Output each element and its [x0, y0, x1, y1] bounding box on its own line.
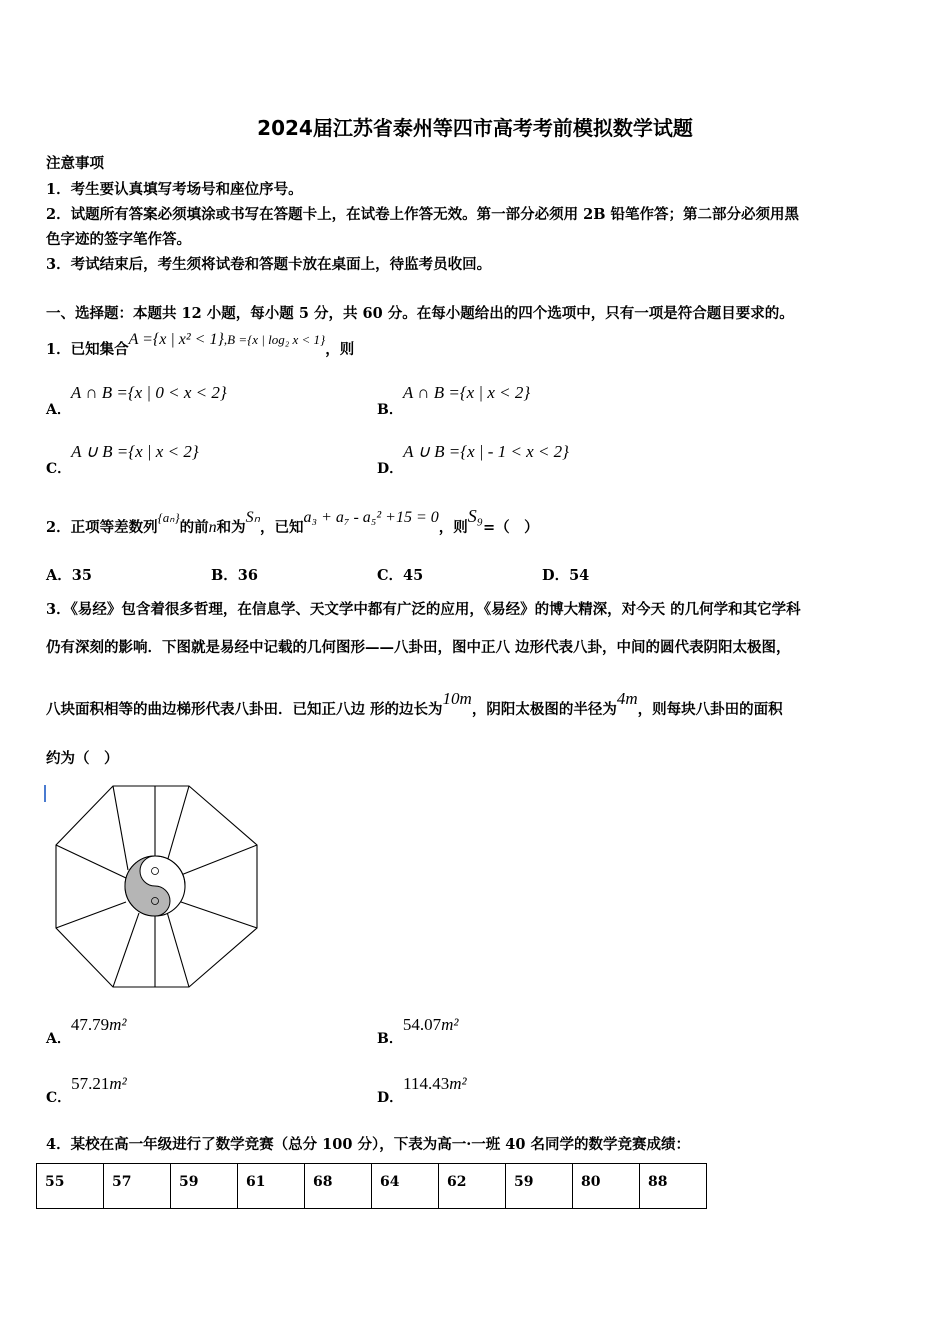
- option-label: B．: [377, 1031, 403, 1047]
- spoke: [167, 786, 189, 862]
- q3-text: 八块面积相等的曲边梯形代表八卦田．已知正八边 形的边长为: [46, 701, 443, 718]
- score-cell: 59: [506, 1164, 573, 1209]
- q2-text: =（ ）: [483, 519, 539, 536]
- score-table: [36, 1163, 707, 1209]
- notice-item: 3．考试结束后，考生须将试卷和答题卡放在桌面上，待监考员收回。: [46, 256, 492, 273]
- option-label: D．: [377, 461, 404, 477]
- table-row: [37, 1164, 707, 1209]
- option-unit: m²: [441, 1015, 459, 1034]
- yin-yang-icon: [125, 856, 185, 916]
- option-value: 47.79: [70, 1015, 110, 1034]
- spoke: [181, 902, 257, 928]
- question-1: [46, 331, 355, 359]
- score-cell: 80: [573, 1164, 640, 1209]
- side-length: 10m: [442, 689, 472, 708]
- score-cell: 57: [104, 1164, 171, 1209]
- option-text: A ∪ B ={x | - 1 < x < 2}: [403, 442, 569, 461]
- q1-prefix: 1．已知集合: [46, 341, 129, 358]
- option-label: C．: [46, 1090, 72, 1106]
- q2-option-c: C．45: [377, 567, 424, 584]
- q2-text: 的前: [179, 519, 209, 536]
- option-label: B．: [377, 402, 403, 418]
- score-cell: 61: [238, 1164, 305, 1209]
- option-unit: m²: [109, 1074, 127, 1093]
- q3-option-d: [377, 1074, 467, 1106]
- var-s9: S₉: [467, 506, 484, 526]
- notice-item: 1．考生要认真填写考场号和座位序号。: [46, 181, 303, 198]
- spoke: [181, 845, 257, 875]
- q3-option-a: [46, 1015, 127, 1047]
- spoke: [113, 913, 139, 987]
- option-value: 114.43: [403, 1074, 450, 1093]
- score-cell: 64: [372, 1164, 439, 1209]
- q3-line-3: [46, 689, 783, 719]
- q2-option-a: A．35: [46, 567, 92, 584]
- option-text: A ∩ B ={x | 0 < x < 2}: [70, 383, 227, 402]
- q1-suffix: ，则: [325, 341, 355, 358]
- question-4: 4．某校在高一年级进行了数学竞赛（总分 100 分），下表为高一·一班 40 名同学的数学竞赛成绩：: [46, 1136, 691, 1153]
- q1-option-a: [46, 383, 227, 418]
- option-value: 54.07: [402, 1015, 442, 1034]
- equation: a₃ + a₇ - a₅² +15 = 0: [303, 509, 439, 526]
- score-cell: 59: [171, 1164, 238, 1209]
- seq-an: {aₙ}: [157, 510, 180, 525]
- q2-text: 和为: [216, 519, 246, 536]
- option-unit: m²: [109, 1015, 127, 1034]
- notice-item: 2．试题所有答案必须填涂或书写在答题卡上，在试卷上作答无效。第一部分必须用 2B 铅笔作答；第二部分必须用黑: [46, 206, 800, 223]
- option-label: C．: [46, 461, 72, 477]
- option-label: A．: [46, 1031, 71, 1047]
- score-cell: 62: [439, 1164, 506, 1209]
- set-a: A ={x | x² < 1}: [128, 331, 224, 348]
- q1-option-d: [377, 442, 569, 477]
- option-label: D．: [377, 1090, 404, 1106]
- question-2: [46, 506, 539, 537]
- spoke: [56, 845, 126, 878]
- section-heading: 一、选择题：本题共 12 小题，每小题 5 分，共 60 分。在每小题给出的四个选项中，只有一项是符合题目要求的。: [46, 305, 794, 322]
- q2-text: ，已知: [260, 519, 304, 536]
- notice-item: 色字迹的签字笔作答。: [46, 231, 191, 248]
- q3-option-b: [377, 1015, 459, 1047]
- option-value: 57.21: [71, 1074, 110, 1093]
- set-b: B ={x | log₂ x < 1}: [227, 332, 326, 347]
- option-text: A ∪ B ={x | x < 2}: [71, 442, 199, 461]
- score-cell: 88: [640, 1164, 707, 1209]
- q3-text: ，则每块八卦田的面积: [637, 701, 783, 718]
- q1-option-b: [377, 383, 531, 418]
- var-sn: Sₙ: [245, 509, 261, 526]
- q3-text: ，阴阳太极图的半径为: [471, 701, 617, 718]
- bagua-figure: [44, 782, 264, 997]
- q2-text: ，则: [438, 519, 468, 536]
- spoke: [167, 912, 189, 987]
- radius: 4m: [616, 689, 638, 708]
- page-title: 2024届江苏省泰州等四市高考考前模拟数学试题: [257, 116, 693, 140]
- option-label: A．: [46, 402, 71, 418]
- score-cell: 68: [305, 1164, 372, 1209]
- notice-heading: 注意事项: [46, 155, 104, 172]
- var-n: n: [208, 519, 217, 536]
- q2-option-d: D．54: [542, 567, 590, 584]
- option-text: A ∩ B ={x | x < 2}: [402, 383, 531, 402]
- option-unit: m²: [449, 1074, 467, 1093]
- q2-option-b: B．36: [211, 567, 258, 584]
- spoke: [113, 786, 128, 870]
- q3-line-2: 仍有深刻的影响．下图就是易经中记载的几何图形——八卦田，图中正八 边形代表八卦，中间的圆代表阴阳太极图，: [46, 639, 791, 656]
- q3-option-c: [46, 1074, 127, 1106]
- q2-text: 2．正项等差数列: [46, 519, 158, 536]
- q3-line-1: 3．《易经》包含着很多哲理，在信息学、天文学中都有广泛的应用，《易经》的博大精深，对今天 的几何学和其它学科: [46, 601, 801, 618]
- q1-option-c: [46, 442, 199, 477]
- q3-line-4: 约为（ ）: [46, 750, 119, 767]
- spoke: [56, 902, 126, 928]
- set-sep: ,: [223, 332, 228, 347]
- score-cell: 55: [37, 1164, 104, 1209]
